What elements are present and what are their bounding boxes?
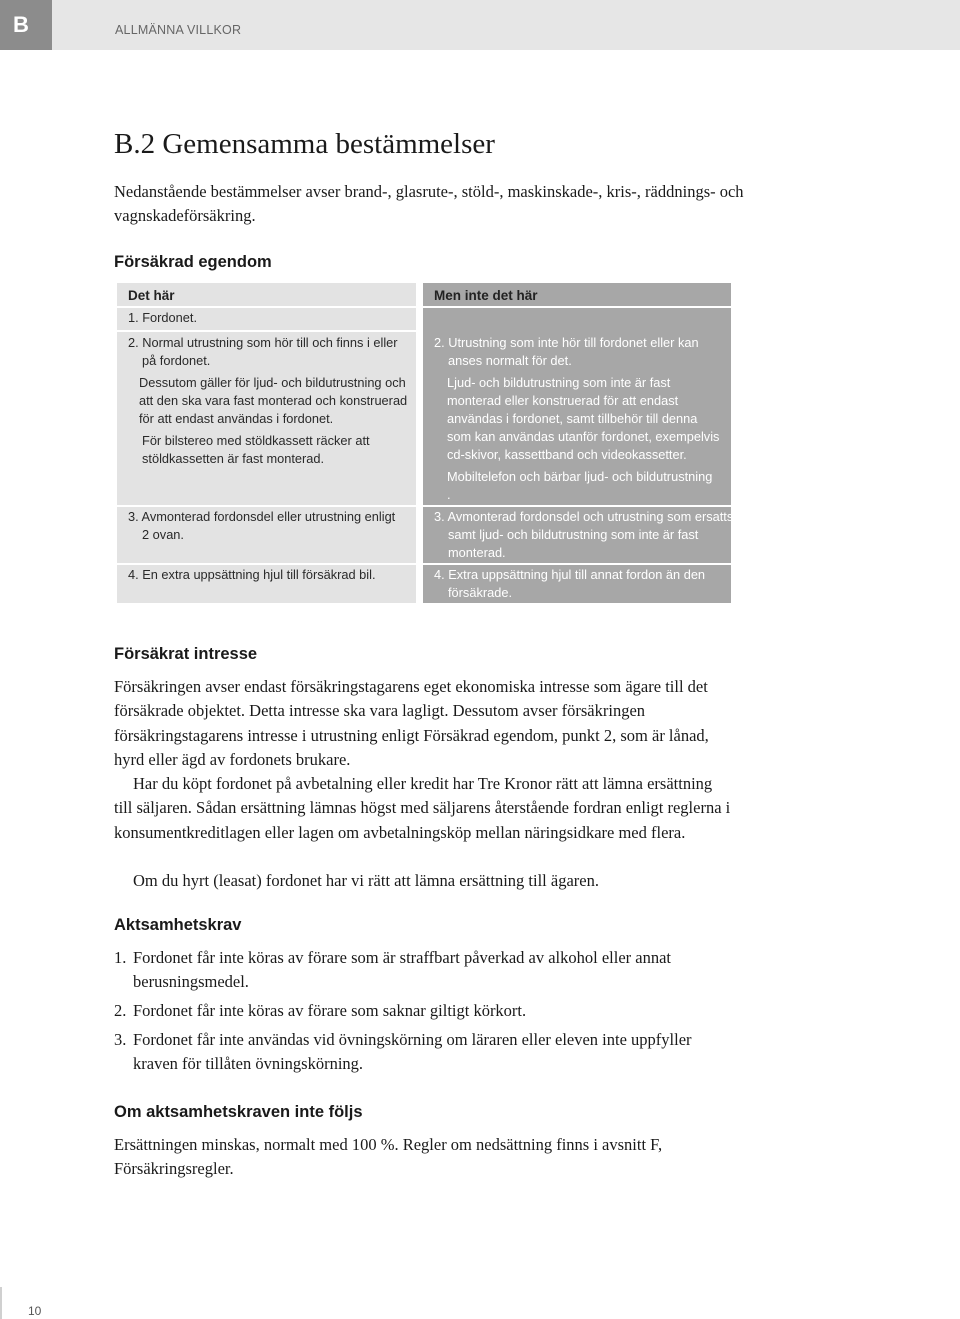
- row-divider: [117, 330, 416, 332]
- table-cell-right-2a: 2. Utrustning som inte hör till fordonet eller kan anses normalt för det.: [434, 335, 699, 368]
- page-number: 10: [28, 1304, 42, 1318]
- row-divider: [423, 563, 731, 565]
- list-item-number: 2.: [114, 1001, 127, 1020]
- table-cell-right-4: 4. Extra uppsättning hjul till annat fordon än den försäkrade.: [434, 567, 706, 600]
- table-cell-left-1: 1. Fordonet.: [128, 310, 198, 325]
- list-item-number: 3.: [114, 1030, 127, 1049]
- table-cell-left-4: 4. En extra uppsättning hjul till försäkrad bil.: [128, 567, 376, 582]
- table-cell-right-2b: Ljud- och bildutrustning som inte är fast monterad eller konstruerad för att endast användas i fordonet, samt tillbehör till denna som kan användas utanför fordonet, exempelvis cd-skivor, kassettband och videokassetter.: [447, 375, 720, 462]
- list-item: [114, 946, 734, 995]
- row-divider: [117, 505, 416, 507]
- heading-om-aktsamhetskraven: Om aktsamhetskraven inte följs: [114, 1103, 363, 1121]
- list-item: [114, 1028, 734, 1077]
- paragraph-intresse-1: Försäkringen avser endast försäkringstagarens eget ekonomiska intresse som ägare till det försäkrade objektet. Detta intresse ska vara lagligt. Dessutom avser försäkringen försäkringstagarens intresse i utrustning enligt Försäkrad egendom, punkt 2, som är lånad, hyrd eller ägd av fordonets brukare.: [114, 677, 709, 769]
- page-number-rule: [0, 1287, 2, 1319]
- intro-paragraph: Nedanstående bestämmelser avser brand-, glasrute-, stöld-, maskinskade-, kris-, räddnings- och vagnskadeförsäkring.: [114, 182, 744, 225]
- table-cell-right-2c: Mobiltelefon och bärbar ljud- och bildutrustning .: [447, 469, 713, 502]
- list-item-text: Fordonet får inte köras av förare som är straffbart påverkad av alkohol eller annat berusningsmedel.: [133, 948, 672, 992]
- page-title: B.2 Gemensamma bestämmelser: [114, 128, 495, 160]
- list-item: [114, 999, 734, 1023]
- list-item-text: Fordonet får inte köras av förare som saknar giltigt körkort.: [133, 1001, 527, 1020]
- table-cell-left-2b: Dessutom gäller för ljud- och bildutrustning och att den ska vara fast monterad och konstruerad för att endast användas i fordonet.: [139, 375, 408, 426]
- heading-forsakrat-intresse: Försäkrat intresse: [114, 645, 258, 663]
- paragraph-intresse-3: Om du hyrt (leasat) fordonet har vi rätt att lämna ersättning till ägaren.: [133, 871, 599, 890]
- list-item-text: Fordonet får inte användas vid övningskörning om läraren eller eleven inte uppfyller kraven för tillåten övningskörning.: [133, 1030, 692, 1074]
- table-cell-left-2c: För bilstereo med stöldkassett räcker att stöldkassetten är fast monterad.: [142, 433, 370, 466]
- heading-forsakrad-egendom: Försäkrad egendom: [114, 253, 272, 271]
- table-cell-right-3: 3. Avmonterad fordonsdel och utrustning som ersatts samt ljud- och bildutrustning som inte är fast monterad.: [434, 509, 734, 560]
- column-header-excluded: Men inte det här: [434, 288, 538, 303]
- row-divider: [423, 505, 731, 507]
- table-cell-left-2a: 2. Normal utrustning som hör till och finns i eller på fordonet.: [128, 335, 398, 368]
- list-item-number: 1.: [114, 948, 127, 967]
- header-divider-left: [117, 306, 416, 308]
- row-divider: [117, 563, 416, 565]
- section-title: ALLMÄNNA VILLKOR: [115, 23, 242, 37]
- paragraph-intresse-2: Har du köpt fordonet på avbetalning eller kredit har Tre Kronor rätt att lämna ersättning till säljaren. Sådan ersättning lämnas högst med säljarens återstående fordran enligt reglerna i konsumentkreditlagen eller lagen om avbetalningsköp mellan näringsidkare med flera.: [114, 774, 731, 842]
- heading-aktsamhetskrav: Aktsamhetskrav: [114, 916, 242, 934]
- section-letter-badge: B: [0, 0, 52, 50]
- header-divider-right: [423, 306, 731, 308]
- page-header: [0, 0, 960, 50]
- paragraph-nedsattning: Ersättningen minskas, normalt med 100 %. Regler om nedsättning finns i avsnitt F, Försäkringsregler.: [114, 1135, 663, 1179]
- table-cell-left-3: 3. Avmonterad fordonsdel eller utrustning enligt 2 ovan.: [128, 509, 396, 542]
- column-header-included: Det här: [128, 288, 175, 303]
